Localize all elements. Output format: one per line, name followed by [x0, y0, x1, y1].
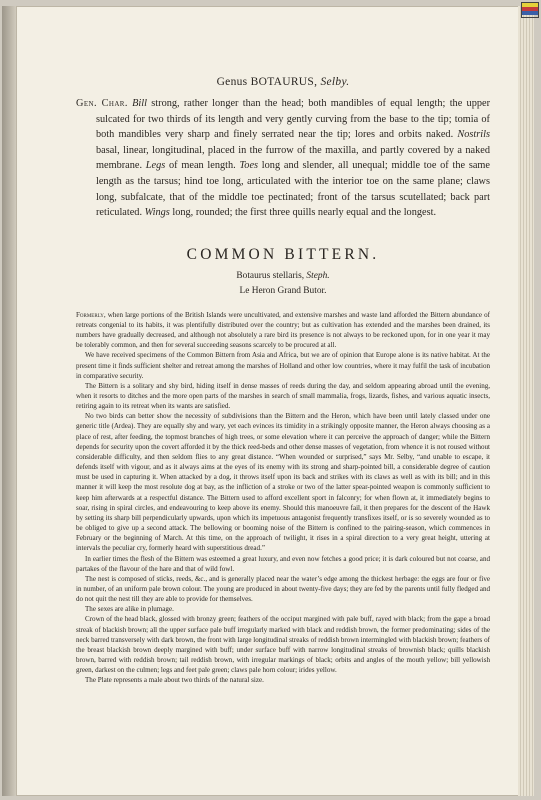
paragraph-text: The Bittern is a solitary and shy bird, hiding itself in dense masses of reeds during the day, and seldom appearing abroad until the evening, when it resorts to ditches and the more open parts of the marshes in search of small mammalia, frogs, lizards, fishes, and various aquatic insects, retiring again to its retreat when its wants are satisfied. — [76, 381, 490, 411]
body-text — [76, 310, 490, 686]
latin-synonym — [76, 271, 490, 281]
species-title: COMMON BITTERN. — [186, 245, 380, 263]
color-calibration-card — [521, 2, 539, 18]
body-paragraph — [76, 411, 490, 553]
paragraph-lead-word: Formerly, — [76, 310, 106, 319]
generic-character-segment: basal, linear, longitudinal, placed in the furrow of the maxilla, and partly covered by a naked membrane. — [96, 144, 490, 172]
paragraph-text: In earlier times the flesh of the Bittern was esteemed a great luxury, and even now fetches a good price; it is dark coloured but not coarse, and partakes of the flavour of the hare and that of wild fowl. — [76, 554, 490, 573]
paragraph-text: Crown of the head black, glossed with bronzy green; feathers of the occiput margined with pale buff, rayed with black; from the gape a broad streak of blackish brown; all the upper surface pale buff irregularly marked with black and reddish brown, the former predominating; sides of the neck barred transversely with dark brown, the front with large longitudinal streaks of reddish brown intermingled with blackish brown; feathers of the breast blackish brown deeply margined with buff; under surface buff with narrow longitudinal streaks of brownish black; quills blackish brown, barred with reddish brown; tail reddish brown, with irregular markings of black; orbits and angles of the mouth yellow; bill yellowish green, darkest on the culmen; legs and feet pale green; claws pale horn colour; irides yellow. — [76, 615, 490, 675]
generic-character-segment: long and slender, all unequal; middle toe of the same length as the tarsus; hind toe long, articulated with the interior toe on the same plane; claws long, subfalcate, that of the middle toe pectinated; front of the tarsus scutellated; back part reticulated. — [96, 160, 490, 219]
body-paragraph — [76, 604, 490, 614]
generic-character-text — [96, 98, 490, 218]
latin-name: Botaurus stellaris, — [236, 270, 305, 281]
generic-character-term: Bill — [132, 98, 147, 109]
body-paragraph — [76, 675, 490, 685]
paragraph-text: The Plate represents a male about two thirds of the natural size. — [85, 676, 264, 685]
paragraph-text: The sexes are alike in plumage. — [85, 605, 174, 614]
text-block — [76, 76, 490, 686]
paragraph-text: No two birds can better show the necessity of subdivisions than the Bittern and the Heron, which have been until lately classed under one generic title (Ardea). They are equally shy and wary, yet each evinces its timidity in a strikingly opposite manner, the Heron always choosing as a place of rest, after feeding, the topmost branches of high trees, or some elevation where it can perceive the approach of danger; while the Bittern depends for security upon the covert afforded it by the thick reed-beds and other dense masses of vegetation, from whence it is not roused without considerable difficulty, and then seldom flies to any great distance. “When wounded or surprised,” says Mr. Selby, “and unable to escape, it defends itself with vigour, and as it always aims at the eyes of its enemy with its strong and sharp-pointed bill, a considerable degree of caution must be used in capturing it. When attacked by a dog, it throws itself upon its back and strikes with its claws as well as with its bill; and in this manner it will keep the most resolute dog at bay, as the infliction of a stroke or two of the latter spear-pointed weapon is commonly sufficient to keep him afterwards at a respectful distance. The Bittern used to afford excellent sport in falconry; for when flown at, it immediately begins to soar, rising in spiral circles, and endeavouring to keep above its enemy. Should this manoeuvre fail, it then prepares for the descent of the Hawk by setting its sharp bill perpendicularly upwards, upon which its impetuous antagonist frequently transfixes itself, or is so severely wounded as to be obliged to give up a second attack. The bellowing or booming noise of the Bittern is confined to the pairing-season, which commences in February or the beginning of March. At this time, on the approach of twilight, it rises in a spiral direction to a very great height, uttering at intervals the peculiar cry, formerly heard with superstitious dread.” — [76, 412, 490, 553]
generic-character-segment: long, rounded; the first three quills nearly equal and the longest. — [169, 207, 437, 219]
generic-character-segment: of mean length. — [165, 160, 240, 172]
genus-heading — [76, 76, 490, 88]
paragraph-text: We have received specimens of the Common Bittern from Asia and Africa, but we are of opinion that Europe alone is its native habitat. At the present time it finds sufficient shelter and retreat among the marshes of Holland and other low countries, where it may fulfil the task of incubation in comparative security. — [76, 351, 490, 380]
generic-character-term: Toes — [239, 160, 259, 172]
generic-character-segment: strong, rather longer than the head; both mandibles of equal length; the upper sulcated for two thirds of its length and very gently curving from the base to the tip; tomia of both mandibles very sharp and finely serrated near the tip; lores and orbits naked. — [96, 98, 490, 141]
body-paragraph — [76, 381, 490, 411]
body-paragraph — [76, 350, 490, 380]
body-paragraph — [76, 310, 490, 351]
generic-character-term: Wings — [144, 207, 170, 219]
latin-authority: Steph. — [306, 270, 330, 281]
genus-heading-authority: Selby. — [320, 76, 350, 88]
genus-heading-prefix: Genus BOTAURUS, — [216, 76, 318, 88]
generic-character-term: Legs — [145, 160, 166, 172]
paragraph-text: The nest is composed of sticks, reeds, &c., and is generally placed near the water’s edge among the thickest herbage: the eggs are four or five in number, of an uniform pale brown colour. The young are produced in about twenty-five days; they are fed by the parents until fully fledged and do not quit the nest till they are able to provide for themselves. — [76, 574, 490, 604]
generic-character — [76, 96, 490, 221]
generic-character-label: Gen. Char. — [76, 98, 128, 109]
body-paragraph — [76, 614, 490, 675]
body-paragraph — [76, 574, 490, 604]
paragraph-text: when large portions of the British Islands were uncultivated, and extensive marshes and waste land afforded the Bittern abundance of retreats congenial to its habits, it was plentifully distributed over the country; but as cultivation has extended and the marshes been drained, its numbers have gradually decreased, and although not absolutely a rare bird its presence is not always to be reckoned upon, for in one year it may be tolerably common, and then for several succeeding seasons scarcely to be procured at all. — [76, 310, 490, 350]
french-synonym: Le Heron Grand Butor. — [239, 285, 327, 296]
page-edges — [518, 6, 534, 796]
generic-character-term: Nostrils — [457, 129, 490, 141]
body-paragraph — [76, 554, 490, 574]
